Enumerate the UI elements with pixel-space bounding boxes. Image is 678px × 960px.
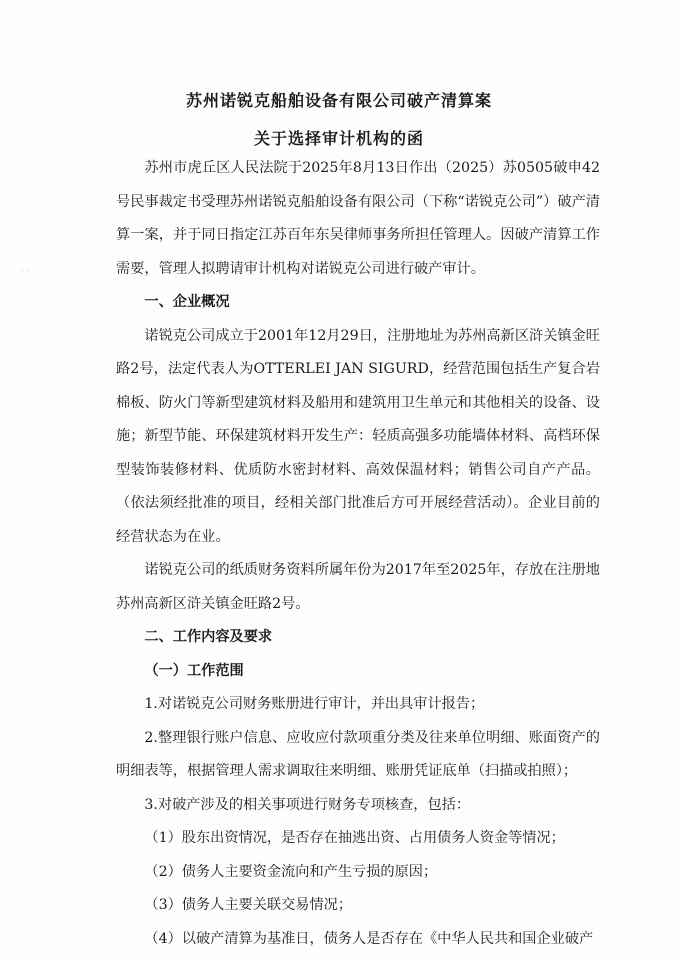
check-item-4: （4）以破产清算为基准日，债务人是否存在《中华人民共和国企业破产 (144, 930, 594, 947)
document-title: 苏州诺锐克船舶设备有限公司破产清算案 (185, 91, 492, 110)
document-subtitle: 关于选择审计机构的函 (253, 129, 424, 148)
scan-artifact: ⁻ ⁻ (20, 268, 31, 277)
check-item-1: （1）股东出资情况，是否存在抽逃出资、占用债务人资金等情况； (144, 830, 565, 846)
check-item-3: （3）债务人主要关联交易情况； (144, 897, 353, 913)
subsection-heading-scope: （一）工作范围 (144, 662, 244, 679)
scope-item-3: 3.对破产涉及的相关事项进行财务专项核查，包括： (144, 796, 471, 813)
intro-paragraph: 苏州市虎丘区人民法院于2025年8月13日作出（2025）苏0505破申42号民事裁定书受理苏州诺锐克船舶设备有限公司（下称“诺锐克公司”）破产清算一案，并于同日指定江苏百年东吴律师事务所担任管理人。因破产清算工作需要，管理人拟聘请审计机构对诺锐克公司进行破产审计。 (116, 160, 600, 277)
scope-item-2: 2.整理银行账户信息、应收应付款项重分类及往来单位明细、账面资产的明细表等，根据管理人需求调取往来明细、账册凭证底单（扫描或拍照）； (116, 729, 600, 779)
check-item-2: （2）债务人主要资金流向和产生亏损的原因； (144, 863, 438, 880)
section-heading-work: 二、工作内容及要求 (144, 629, 273, 645)
document-body (116, 152, 600, 956)
company-overview-paragraph: 诺锐克公司成立于2001年12月29日，注册地址为苏州高新区浒关镇金旺路2号，法定代表人为OTTERLEI JAN SIGURD，经营范围包括生产复合岩棉板、防火门等新型建筑材料及船用和建筑用卫生单元和其他相关的设备、设施；新型节能、环保建筑材料开发生产：轻质高强多功能墙体材料、高档环保型装饰装修材料、优质防水密封材料、高效保温材料；销售公司自产产品。（依法须经批准的项目，经相关部门批准后方可开展经营活动）。企业目前的经营状态为在业。 (116, 327, 600, 545)
scope-item-1: 1.对诺锐克公司财务账册进行审计，并出具审计报告； (144, 696, 485, 712)
section-heading-overview: 一、企业概况 (144, 294, 230, 310)
financial-records-paragraph: 诺锐克公司的纸质财务资料所属年份为2017年至2025年，存放在注册地苏州高新区浒关镇金旺路2号。 (116, 562, 600, 612)
